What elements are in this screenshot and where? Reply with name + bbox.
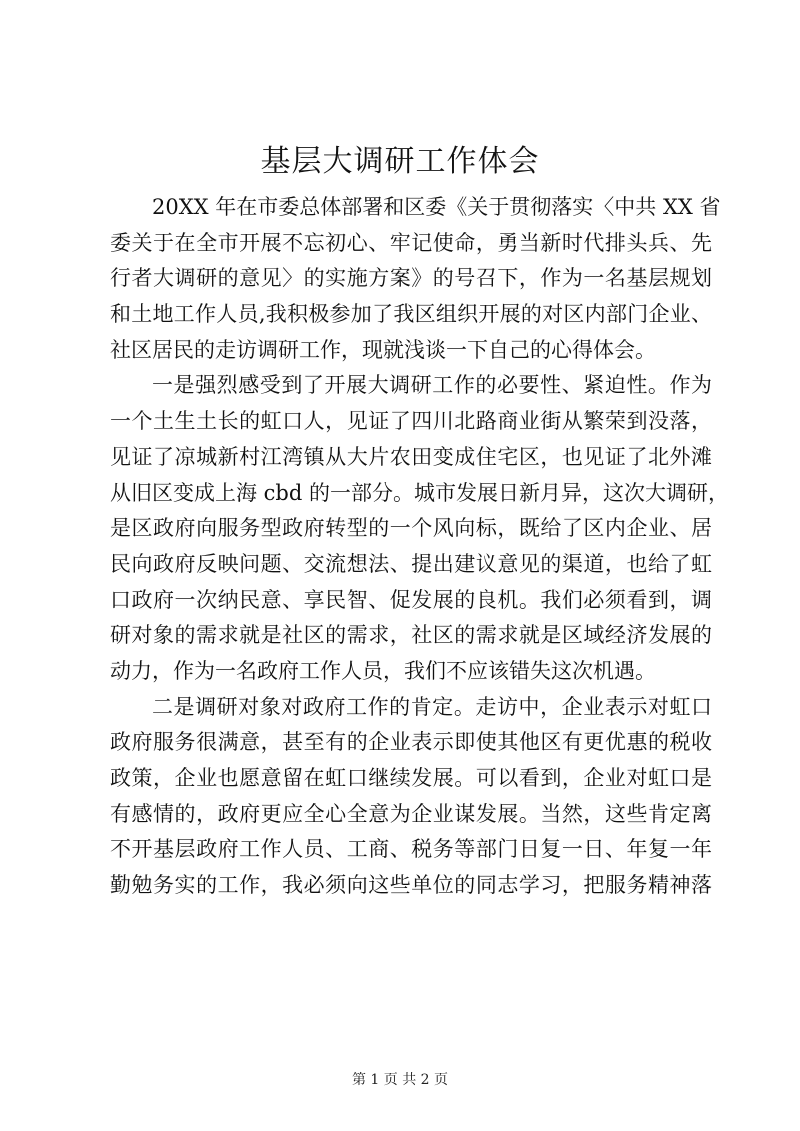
paragraph-3-line-4: 有感情的，政府更应全心全意为企业谋发展。当然，这些肯定离 [110, 801, 712, 826]
document-title: 基层大调研工作体会 [260, 144, 540, 179]
paragraph-1-line-1: 20XX 年在市委总体部署和区委《关于贯彻落实〈中共 XX 省 [152, 195, 721, 219]
paragraph-2-line-3: 见证了凉城新村江湾镇从大片农田变成住宅区，也见证了北外滩 [110, 444, 712, 469]
paragraph-2-line-6: 民向政府反映问题、交流想法、提出建议意见的渠道，也给了虹 [110, 551, 712, 576]
page-footer: 第 1 页 共 2 页 [351, 1072, 449, 1088]
paragraph-3-line-3: 政策，企业也愿意留在虹口继续发展。可以看到，企业对虹口是 [110, 766, 712, 790]
paragraph-2-line-5: 是区政府向服务型政府转型的一个风向标，既给了区内企业、居 [110, 516, 712, 541]
document-body [110, 190, 729, 904]
paragraph-2-line-8: 研对象的需求就是社区的需求，社区的需求就是区域经济发展的 [110, 623, 712, 648]
paragraph-1-line-3: 行者大调研的意见〉的实施方案》的号召下，作为一名基层规划 [110, 266, 712, 291]
paragraph-3-line-1: 二是调研对象对政府工作的肯定。走访中，企业表示对虹口 [152, 694, 712, 719]
paragraph-2-line-1: 一是强烈感受到了开展大调研工作的必要性、紧迫性。作为 [152, 373, 712, 398]
paragraph-2-line-9: 动力，作为一名政府工作人员，我们不应该错失这次机遇。 [110, 658, 656, 683]
paragraph-2-line-4: 从旧区变成上海 cbd 的一部分。城市发展日新月异，这次大调研， [110, 480, 729, 505]
paragraph-3-line-2: 政府服务很满意，甚至有的企业表示即使其他区有更优惠的税收 [110, 730, 712, 755]
paragraph-2-line-7: 口政府一次纳民意、享民智、促发展的良机。我们必须看到，调 [110, 587, 712, 612]
paragraph-3-line-5: 不开基层政府工作人员、工商、税务等部门日复一日、年复一年 [110, 837, 712, 862]
paragraph-1-line-4: 和土地工作人员,我积极参加了我区组织开展的对区内部门企业、 [110, 302, 712, 327]
paragraph-3-line-6: 勤勉务实的工作，我必须向这些单位的同志学习，把服务精神落 [110, 873, 712, 898]
paragraph-1-line-5: 社区居民的走访调研工作，现就浅谈一下自己的心得体会。 [110, 337, 656, 362]
paragraph-1-line-2: 委关于在全市开展不忘初心、牢记使命，勇当新时代排头兵、先 [110, 230, 712, 255]
paragraph-2-line-2: 一个土生土长的虹口人，见证了四川北路商业街从繁荣到没落， [110, 409, 712, 434]
